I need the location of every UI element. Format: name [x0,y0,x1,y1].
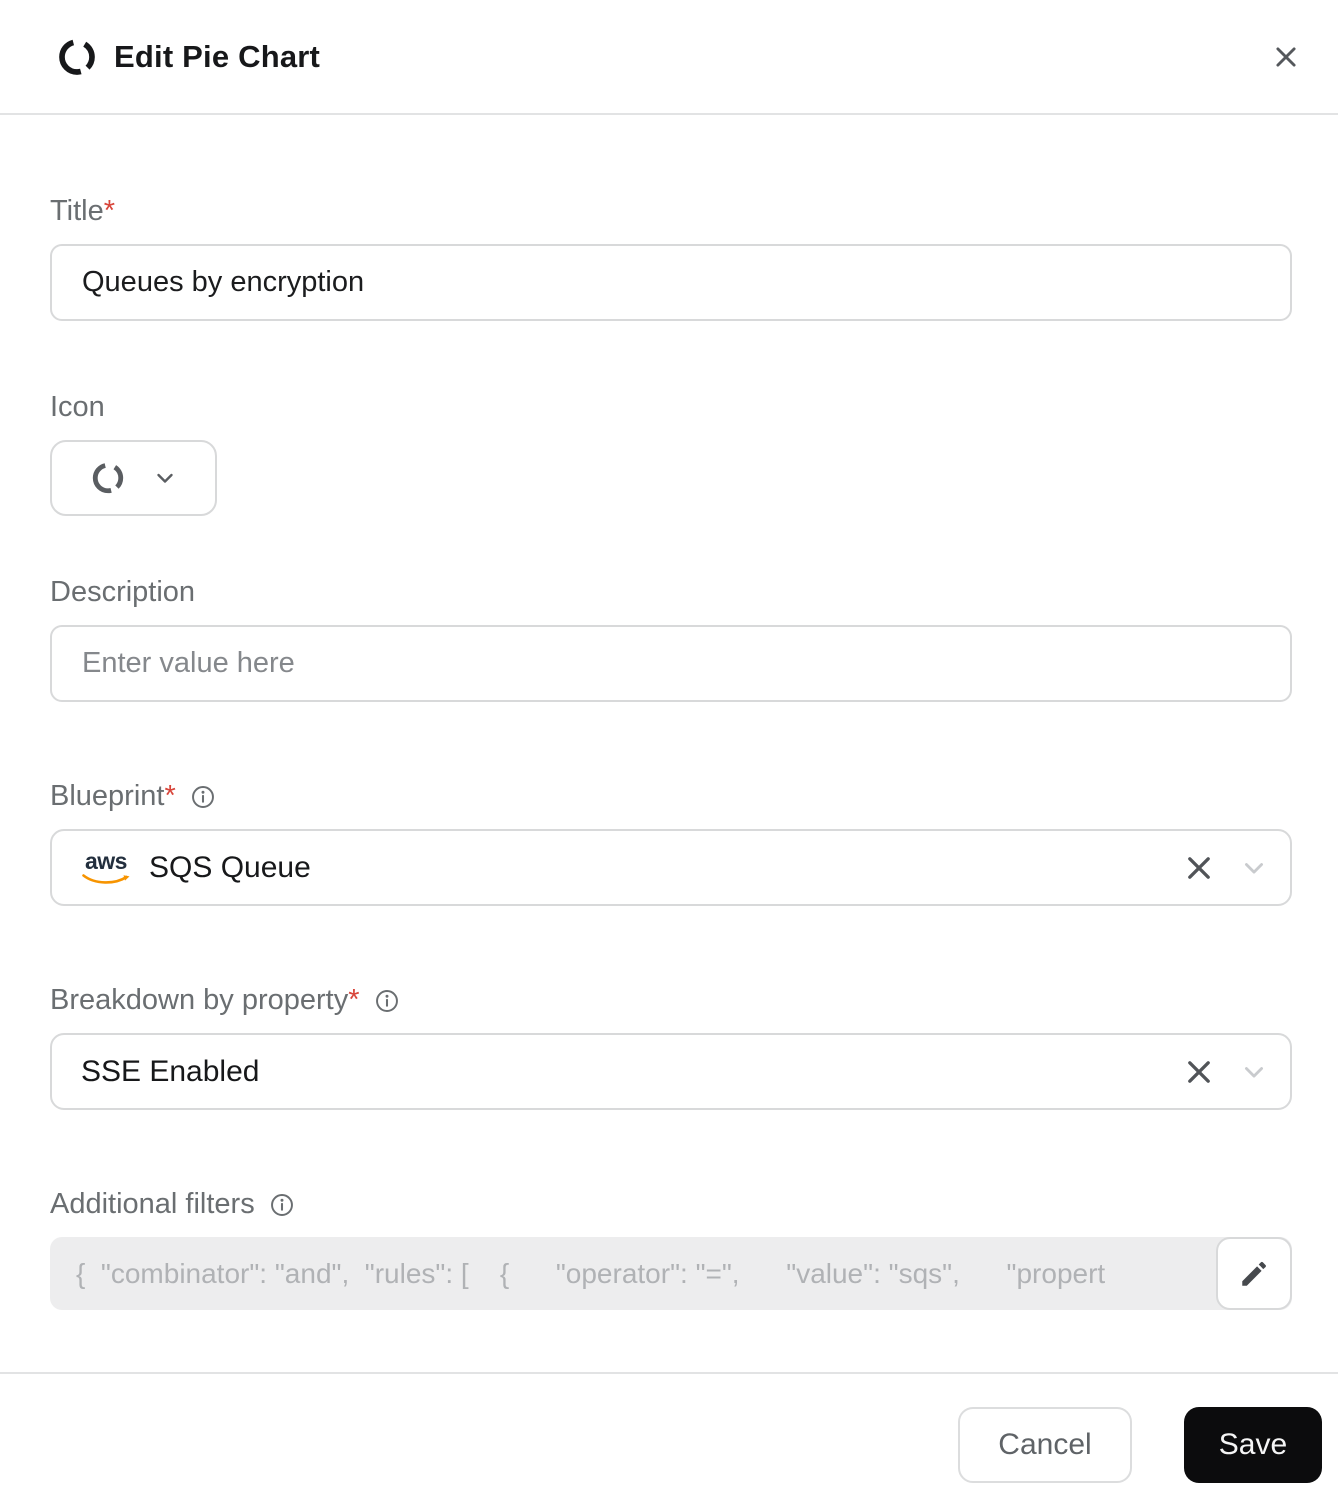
title-input[interactable] [50,244,1292,321]
field-description [50,576,1292,702]
field-title [50,195,1292,321]
close-icon [1271,42,1301,72]
breakdown-select[interactable] [50,1033,1292,1110]
chevron-down-icon[interactable] [1240,854,1268,882]
description-input[interactable] [50,625,1292,702]
field-blueprint [50,780,1292,906]
filters-json-input [50,1237,1292,1310]
filters-label-row [50,1188,1292,1221]
edit-filters-button[interactable] [1216,1237,1292,1310]
info-icon[interactable] [374,988,400,1014]
blueprint-actions [1182,831,1268,904]
title-label-row [50,195,1292,228]
pencil-icon [1238,1258,1270,1290]
blueprint-label-row [50,780,1292,813]
breakdown-actions [1182,1035,1268,1108]
clear-icon[interactable] [1182,851,1216,885]
chevron-down-icon[interactable] [1240,1058,1268,1086]
aws-logo-icon [81,847,131,886]
field-breakdown [50,984,1292,1110]
modal-footer [0,1372,1338,1510]
modal-body [0,115,1338,1372]
icon-label-row [50,391,1292,424]
filters-field [50,1237,1292,1310]
title-label: Title [50,195,104,227]
save-button[interactable]: Save [1184,1407,1322,1483]
info-icon[interactable] [269,1192,295,1218]
field-icon [50,391,1292,516]
modal-header [0,0,1338,115]
pie-chart-icon [91,461,125,495]
close-button[interactable] [1264,35,1308,79]
blueprint-select[interactable] [50,829,1292,906]
aws-logo-text: aws [85,847,127,874]
required-asterisk: * [164,780,176,812]
breakdown-value: SSE Enabled [81,1054,260,1088]
info-icon[interactable] [190,784,216,810]
description-label-row [50,576,1292,609]
breakdown-label-row [50,984,1292,1017]
filters-label: Additional filters [50,1188,255,1220]
icon-picker-button[interactable] [50,440,217,516]
required-asterisk: * [348,984,360,1016]
modal-title: Edit Pie Chart [114,38,321,74]
icon-label: Icon [50,391,105,423]
required-asterisk: * [103,195,116,227]
pie-chart-icon [57,37,97,77]
blueprint-label: Blueprint [50,780,165,812]
description-label: Description [50,576,196,608]
chevron-down-icon [153,466,177,490]
field-additional-filters [50,1188,1292,1310]
breakdown-label: Breakdown by property [50,984,349,1016]
cancel-button[interactable]: Cancel [958,1407,1132,1483]
clear-icon[interactable] [1182,1055,1216,1089]
blueprint-value: SQS Queue [149,850,311,884]
